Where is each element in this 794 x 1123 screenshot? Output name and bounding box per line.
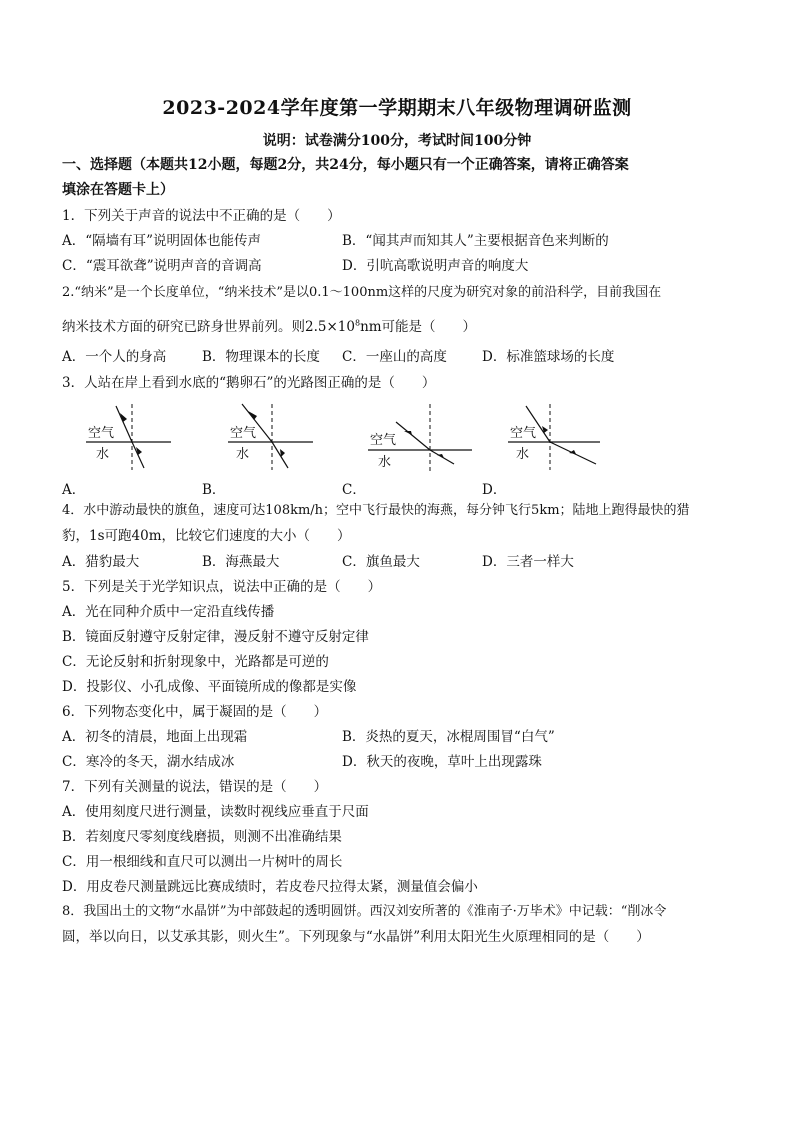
question-6-option-a: A．初冬的清晨，地面上出现霜 xyxy=(62,729,248,745)
svg-text:水: 水 xyxy=(378,455,392,470)
svg-text:空气: 空气 xyxy=(230,426,257,441)
section-heading: 一、选择题（本题共12小题，每题2分，共24分，每小题只有一个正确答案，请将正确答案 xyxy=(62,157,629,173)
question-2-stem-cont: 纳米技术方面的研究已跻身世界前列。则$2.5\times 10^8nm$可能是（ ） xyxy=(62,318,477,335)
question-5-option-d: D．投影仪、小孔成像、平面镜所成的像都是实像 xyxy=(62,679,357,695)
question-3-option-c: C． xyxy=(342,482,366,498)
exam-instructions: 说明：试卷满分100分，考试时间100分钟 xyxy=(262,133,532,149)
svg-text:空气: 空气 xyxy=(370,433,397,448)
question-2-stem: 2.“纳米”是一个长度单位，“纳米技术”是以0.1～100nm这样的尺度为研究对象的前沿科学，目前我国在 xyxy=(62,285,662,300)
question-2-option-b: B．物理课本的长度 xyxy=(202,349,320,365)
question-1-option-b: B．“闻其声而知其人”主要根据音色来判断的 xyxy=(342,233,609,249)
section-heading-cont: 填涂在答题卡上） xyxy=(62,182,174,198)
question-3-option-d: D． xyxy=(482,482,507,498)
question-6-option-b: B．炎热的夏天，冰棍周围冒“白气” xyxy=(342,729,555,745)
question-4-option-b: B．海燕最大 xyxy=(202,554,280,570)
question-3-option-a: A． xyxy=(62,482,86,498)
question-2-option-d: D．标准篮球场的长度 xyxy=(482,349,615,365)
question-7-option-b: B．若刻度尺零刻度线磨损，则测不出准确结果 xyxy=(62,829,342,845)
page-title: 2023-2024学年度第一学期期末八年级物理调研监测 xyxy=(162,97,632,119)
question-5-option-a: A．光在同种介质中一定沿直线传播 xyxy=(62,604,275,620)
question-4-option-d: D．三者一样大 xyxy=(482,554,574,570)
question-8-stem: 8．我国出土的文物“水晶饼”为中部鼓起的透明圆饼。西汉刘安所著的《淮南子·万毕术》中记载：“削冰令 xyxy=(62,904,667,919)
question-4-option-a: A．猎豹最大 xyxy=(62,554,140,570)
question-5-stem: 5．下列是关于光学知识点，说法中正确的是（ ） xyxy=(62,579,382,595)
question-1-option-a: A．“隔墙有耳”说明固体也能传声 xyxy=(62,233,262,249)
svg-text:空气: 空气 xyxy=(510,426,537,441)
svg-text:水: 水 xyxy=(236,447,250,462)
question-3-diagram-a xyxy=(86,402,176,472)
question-3-diagram-c xyxy=(368,402,478,474)
question-4-stem-cont: 豹，1s可跑40m，比较它们速度的大小（ ） xyxy=(62,528,351,544)
question-4-stem: 4．水中游动最快的旗鱼，速度可达108km/h；空中飞行最快的海燕，每分钟飞行5km；陆地上跑得最快的猎 xyxy=(62,503,690,518)
svg-text:水: 水 xyxy=(516,447,530,462)
question-6-option-d: D．秋天的夜晚，草叶上出现露珠 xyxy=(342,754,542,770)
question-3-stem: 3．人站在岸上看到水底的“鹅卵石”的光路图正确的是（ ） xyxy=(62,375,436,391)
question-7-option-a: A．使用刻度尺进行测量，读数时视线应垂直于尺面 xyxy=(62,804,369,820)
question-3-diagram-d xyxy=(508,402,608,472)
question-5-option-c: C．无论反射和折射现象中，光路都是可逆的 xyxy=(62,654,329,670)
water-label: 水 xyxy=(96,447,110,462)
question-6-stem: 6．下列物态变化中，属于凝固的是（ ） xyxy=(62,704,328,720)
question-3-diagram-b xyxy=(228,402,318,472)
question-7-option-d: D．用皮卷尺测量跳远比赛成绩时，若皮卷尺拉得太紧，测量值会偏小 xyxy=(62,879,478,895)
question-1-stem: 1．下列关于声音的说法中不正确的是（ ） xyxy=(62,208,341,224)
air-label: 空气 xyxy=(88,426,115,441)
question-3-option-b: B． xyxy=(202,482,226,498)
question-6-option-c: C．寒冷的冬天，湖水结成冰 xyxy=(62,754,235,770)
question-2-option-a: A．一个人的身高 xyxy=(62,349,167,365)
question-8-stem-cont: 圆，举以向日，以艾承其影，则火生”。下列现象与“水晶饼”利用太阳光生火原理相同的是（ ） xyxy=(62,929,650,945)
question-5-option-b: B．镜面反射遵守反射定律，漫反射不遵守反射定律 xyxy=(62,629,369,645)
question-7-option-c: C．用一根细线和直尺可以测出一片树叶的周长 xyxy=(62,854,343,870)
question-1-option-c: C．“震耳欲聋”说明声音的音调高 xyxy=(62,258,262,274)
question-4-option-c: C．旗鱼最大 xyxy=(342,554,420,570)
question-2-option-c: C．一座山的高度 xyxy=(342,349,447,365)
question-7-stem: 7．下列有关测量的说法，错误的是（ ） xyxy=(62,779,328,795)
question-1-option-d: D．引吭高歌说明声音的响度大 xyxy=(342,258,529,274)
